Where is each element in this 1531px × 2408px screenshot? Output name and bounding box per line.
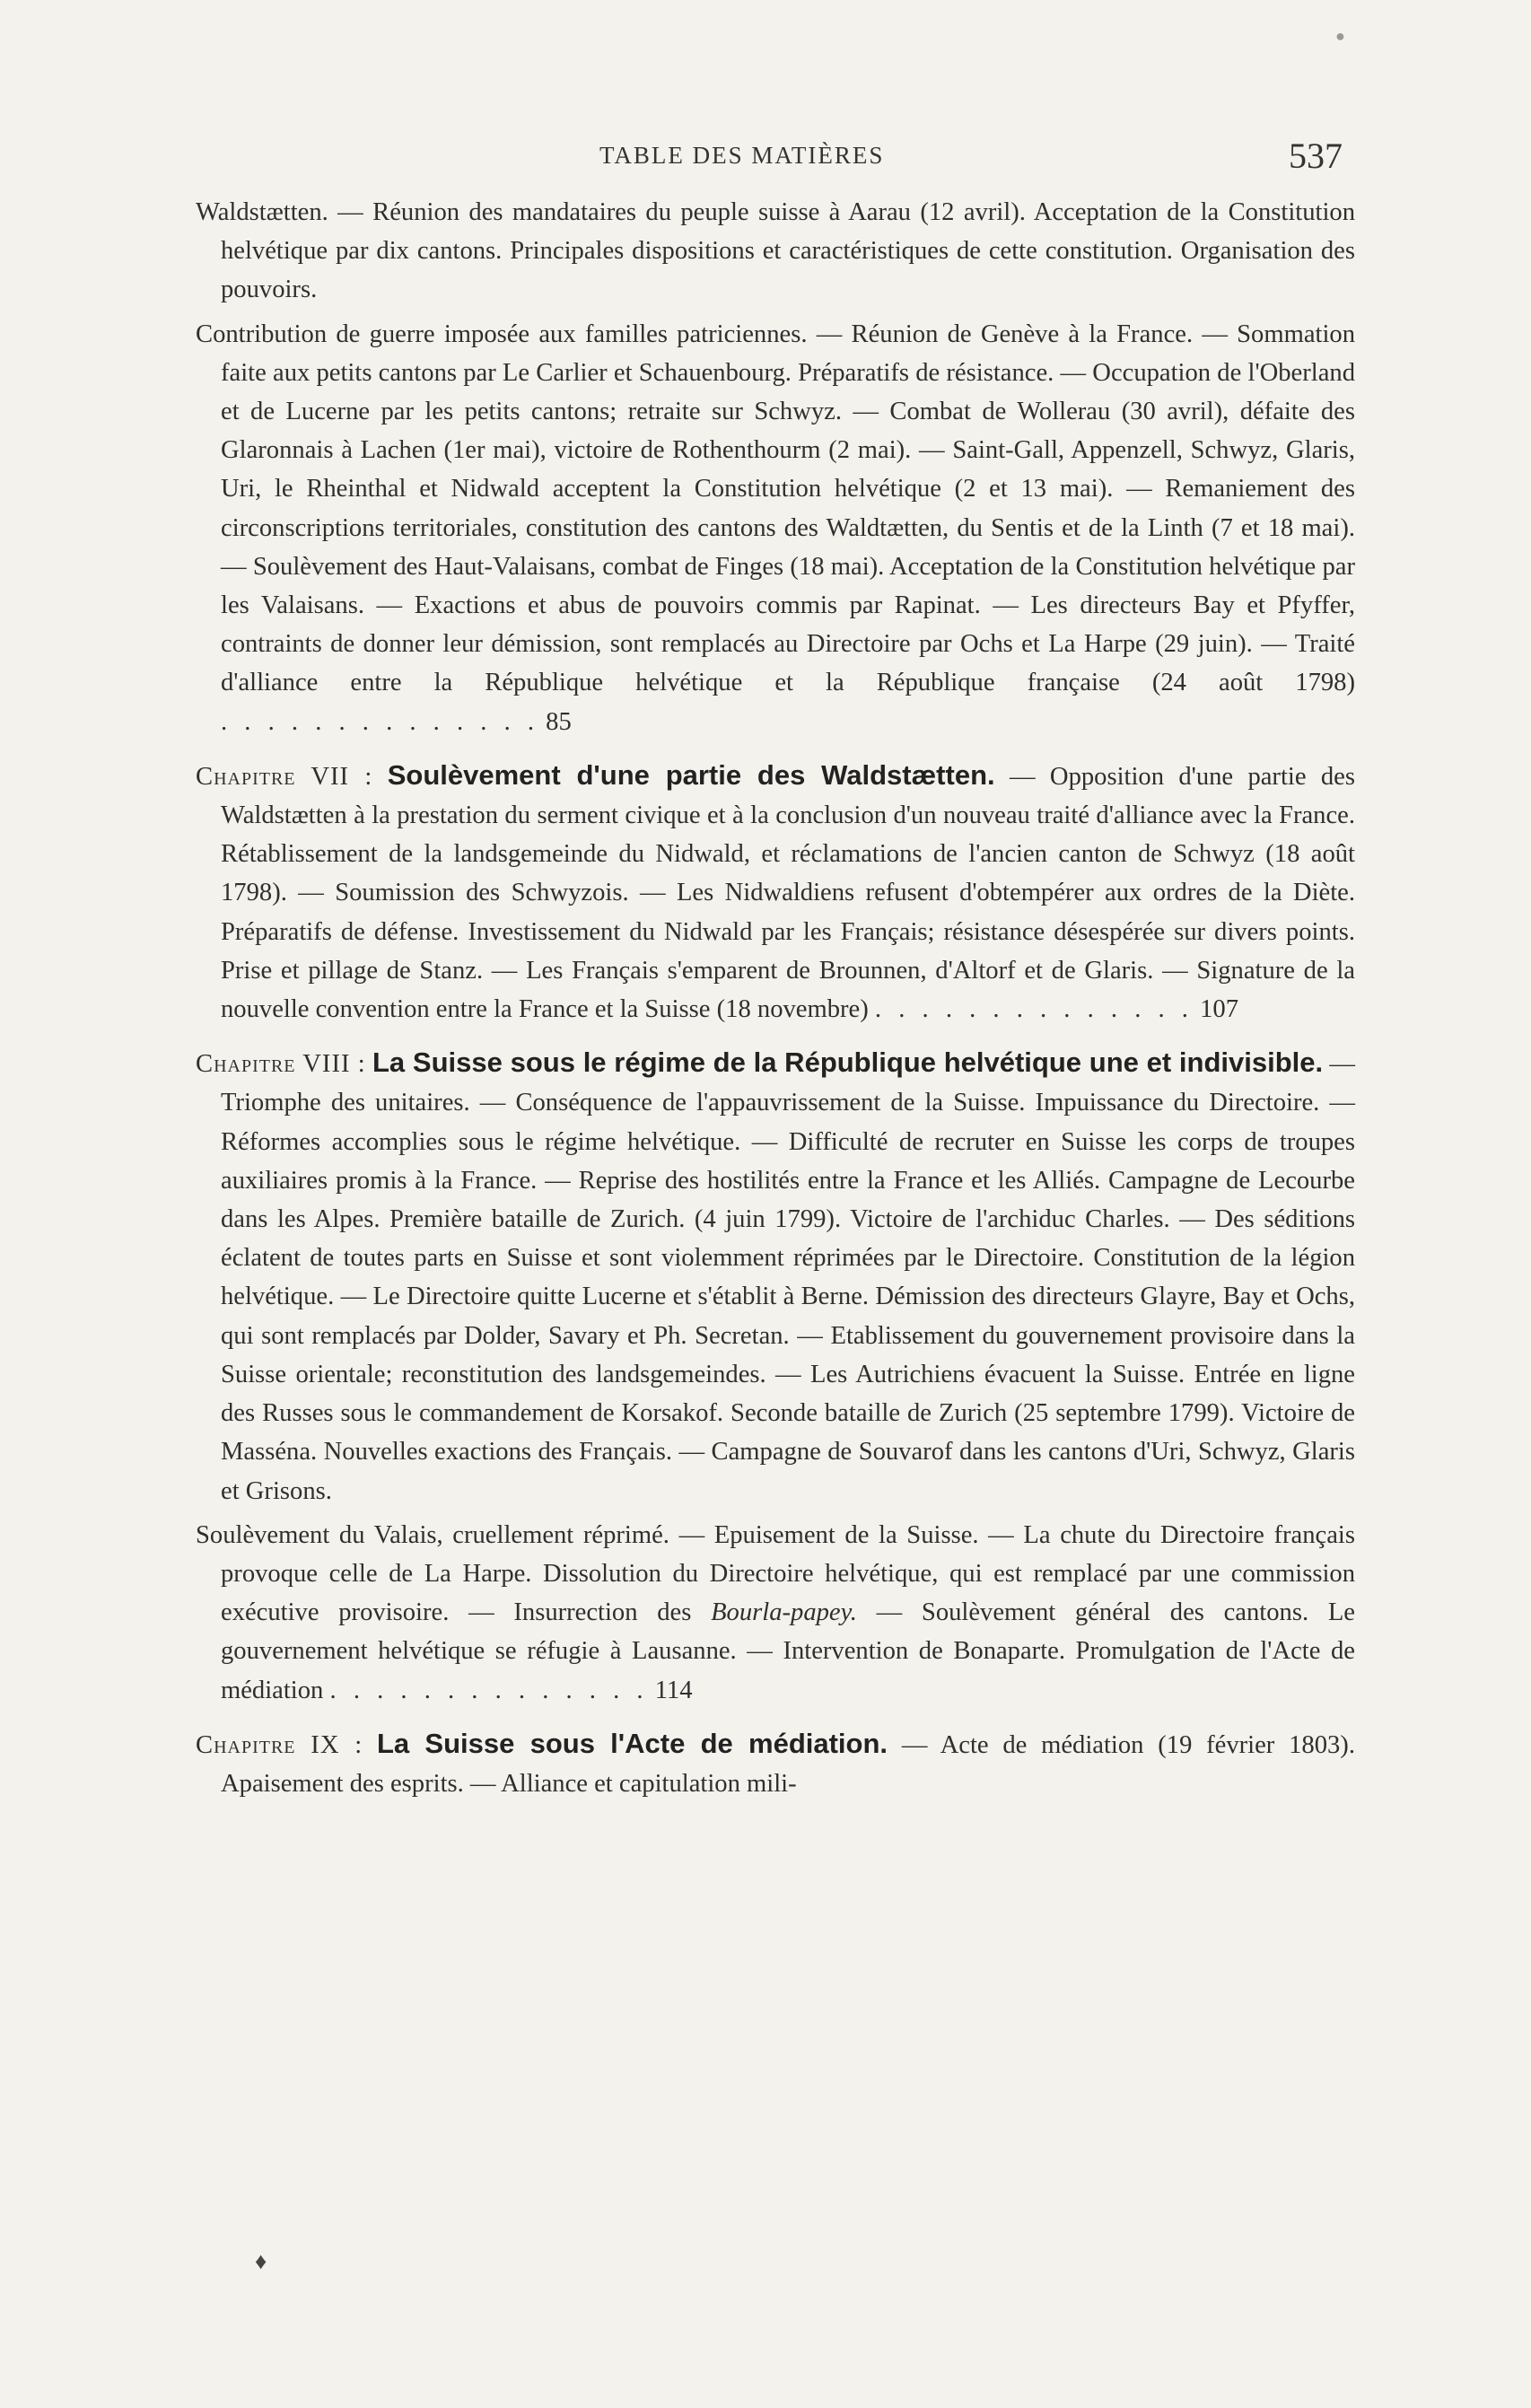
chapter-label: Chapitre IX : [196, 1730, 363, 1759]
toc-chapter-8 [196, 1043, 1355, 1510]
chapter-title: La Suisse sous l'Acte de médiation. [376, 1727, 888, 1759]
entry-text-continued: — Soulèvement général des cantons. Le gouvernement helvétique se réfugie à Lausanne. — Intervention de Bonaparte. Promulgation de l'Acte de médiation [221, 1598, 1355, 1704]
entry-text: Waldstætten. — Réunion des mandataires du peuple suisse à Aarau (12 avril). Acceptation de la Constitution helvétique par dix cantons. Principales dispositions et caractéristiques de cette constitution. Organisation des pouvoirs. [196, 198, 1355, 304]
chapter-title: Soulèvement d'une partie des Waldstætten. [387, 758, 995, 791]
toc-chapter-9 [196, 1724, 1355, 1803]
page-header [0, 135, 1531, 188]
chapter-title: La Suisse sous le régime de la République helvétique une et indivisible. [372, 1046, 1324, 1079]
dot-leader: . . . . . . . . . . . . . . [329, 1676, 649, 1704]
entry-text: Contribution de guerre imposée aux familles patriciennes. — Réunion de Genève à la France. — Sommation faite aux petits cantons par Le Carlier et Schauenbourg. Préparatifs de résistance. — Occupation de l'Oberland et de Lucerne par les petits cantons; retraite sur Schwyz. — Combat de Wollerau (30 avril), défaite des Glaronnais à Lachen (1er mai), victoire de Rothenthourm (2 mai). — Saint-Gall, Appenzell, Schwyz, Glaris, Uri, le Rheinthal et Nidwald acceptent la Constitution helvétique (2 et 13 mai). — Remaniement des circonscriptions territoriales, constitution des cantons des Waldtætten, du Sentis et de la Linth (7 et 18 mai). — Soulèvement des Haut-Valaisans, combat de Finges (18 mai). Acceptation de la Constitution helvétique par les Valaisans. — Exactions et abus de pouvoirs commis par Rapinat. — Les directeurs Bay et Pfyffer, contraints de donner leur démission, sont remplacés au Directoire par Ochs et La Harpe (29 juin). — Traité d'alliance entre la République helvétique et la République française (24 août 1798) [196, 320, 1355, 697]
page-reference [875, 995, 1238, 1023]
entry-text: — Acte de médiation (19 février 1803). Apaisement des esprits. — Alliance et capitulation mili- [221, 1730, 1355, 1798]
running-title: TABLE DES MATIÈRES [599, 142, 885, 169]
table-of-contents-body [196, 193, 1355, 1805]
toc-chapter-7 [196, 756, 1355, 1029]
toc-entry [196, 1516, 1355, 1710]
dot-leader: . . . . . . . . . . . . . . [221, 707, 540, 736]
toc-entry [196, 315, 1355, 741]
chapter-label: Chapitre VII : [196, 762, 373, 791]
toc-entry-continued [196, 193, 1355, 310]
entry-text: — Triomphe des unitaires. — Conséquence de l'appauvrissement de la Suisse. Impuissance du Directoire. — Réformes accomplies sous le régime helvétique. — Difficulté de recruter en Suisse les corps de troupes auxiliaires promis à la France. — Reprise des hostilités entre la France et les Alliés. Campagne de Lecourbe dans les Alpes. Première bataille de Zurich. (4 juin 1799). Victoire de l'archiduc Charles. — Des séditions éclatent de toutes parts en Suisse et sont violemment réprimées par le Directoire. Constitution de la légion helvétique. — Le Directoire quitte Lucerne et s'établit à Berne. Démission des directeurs Glayre, Bay et Ochs, qui sont remplacés par Dolder, Savary et Ph. Secretan. — Etablissement du gouvernement provisoire dans la Suisse orientale; reconstitution des landsgemeindes. — Les Autrichiens évacuent la Suisse. Entrée en ligne des Russes sous le commandement de Korsakof. Seconde bataille de Zurich (25 septembre 1799). Victoire de Masséna. Nouvelles exactions des Français. — Campagne de Souvarof dans les cantons d'Uri, Schwyz, Glaris et Grisons. [221, 1050, 1355, 1505]
entry-text: Soulèvement du Valais, cruellement réprimé. — Epuisement de la Suisse. — La chute du Directoire français provoque celle de La Harpe. Dissolution du Directoire helvétique, qui est remplacé par une commission exécutive provisoire. — Insurrection des [196, 1520, 1355, 1627]
entry-text: — Opposition d'une partie des Waldstætten à la prestation du serment civique et à la conclusion d'un nouveau traité d'alliance avec la France. Rétablissement de la landsgemeinde du Nidwald, et réclamations de l'ancien canton de Schwyz (18 août 1798). — Soumission des Schwyzois. — Les Nidwaldiens refusent d'obtempérer aux ordres de la Diète. Préparatifs de défense. Investissement du Nidwald par les Français; résistance désespérée sur divers points. Prise et pillage de Stanz. — Les Français s'emparent de Brounnen, d'Altorf et de Glaris. — Signature de la nouvelle convention entre la France et la Suisse (18 novembre) [221, 762, 1356, 1024]
page-ref-number: 107 [1200, 995, 1238, 1024]
italic-term: Bourla-papey. [711, 1598, 857, 1627]
dot-leader: . . . . . . . . . . . . . . [874, 995, 1194, 1024]
page-number: 537 [1289, 136, 1343, 176]
page-ref-number: 85 [546, 707, 572, 736]
page-reference [221, 708, 572, 736]
chapter-label: Chapitre VIII : [196, 1050, 366, 1079]
page-ref-number: 114 [654, 1676, 693, 1704]
page-reference [330, 1677, 693, 1704]
ornament-mark: ♦ [255, 2248, 267, 2274]
ink-speck: ● [1335, 27, 1345, 45]
